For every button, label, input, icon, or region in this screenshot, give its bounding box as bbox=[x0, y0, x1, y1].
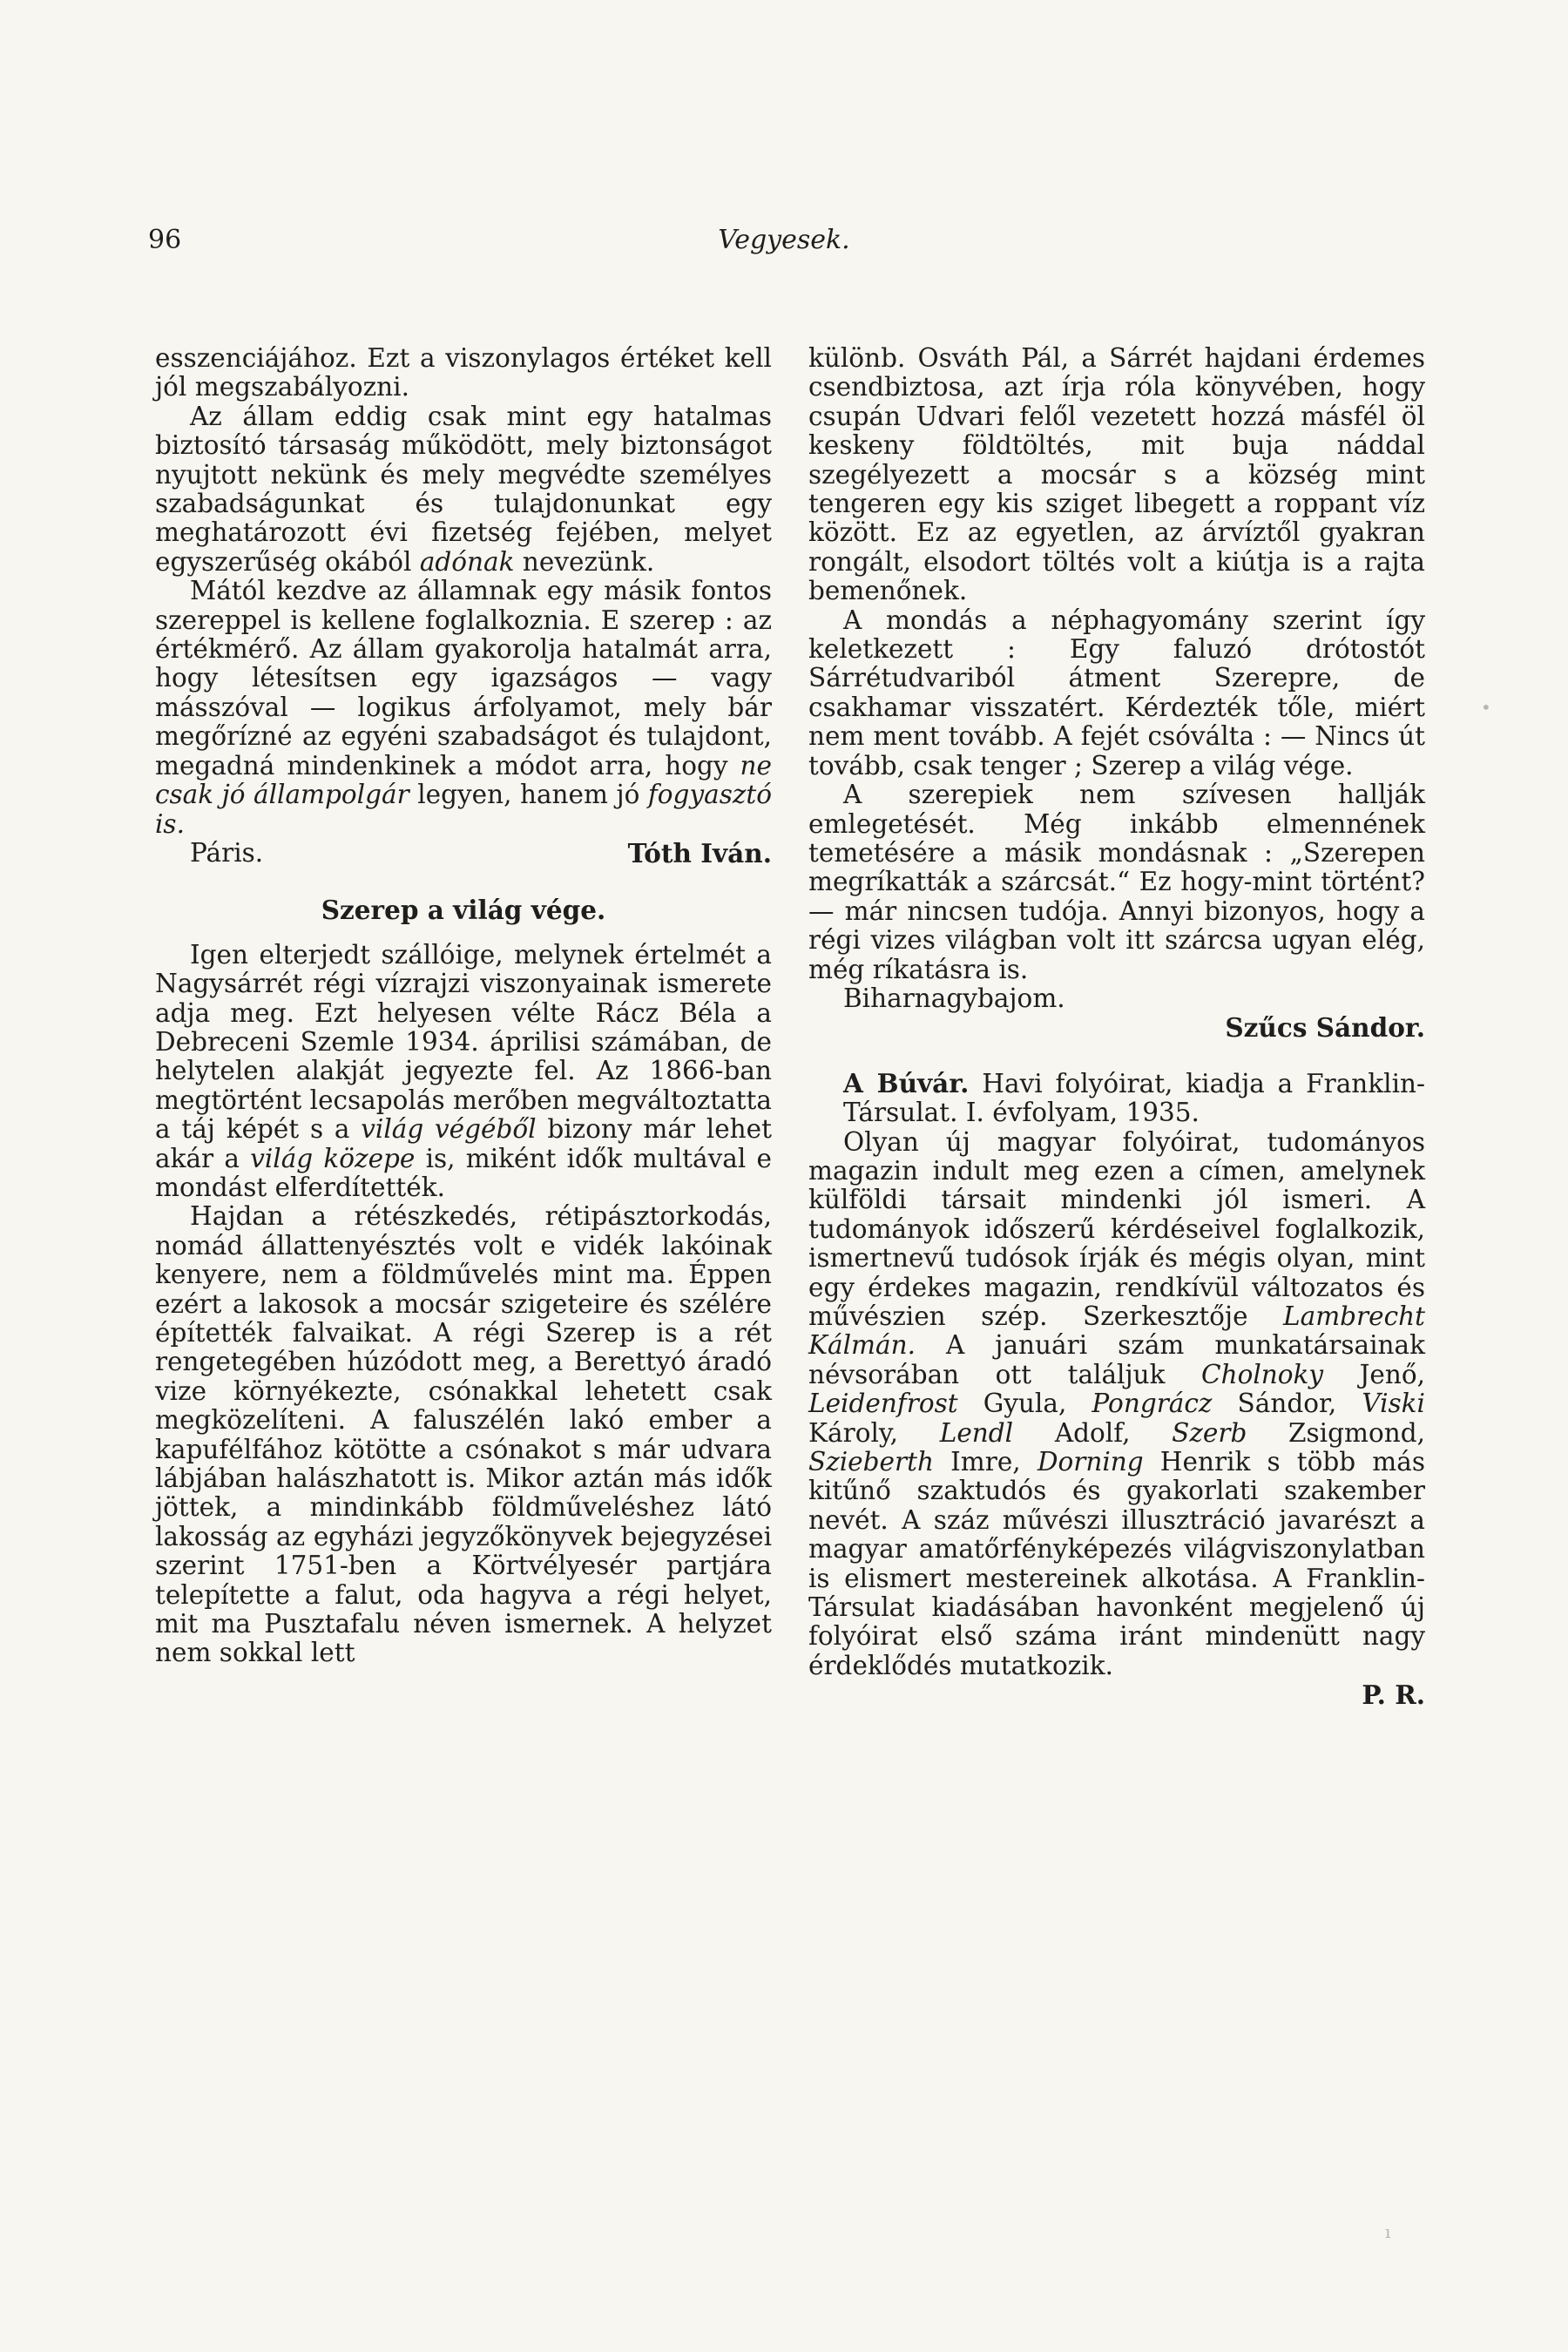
paper-speck: ı bbox=[1385, 2221, 1391, 2242]
signature-place: Biharnagybajom. bbox=[843, 983, 1065, 1013]
signature-author: P. R. bbox=[1362, 1680, 1425, 1711]
paragraph: Mától kezdve az államnak egy másik fontos szereppel is kellene foglalkoznia. E szerep : az értékmérő. Az állam gyakorolja hatalmát arra, hogy létesítsen egy igazságos — vagy másszóval — logikus árfolyamot, mely bár megőrízné az egyéni szabadságot és tulajdont, megadná mindenkinek a módot arra, hogy ne csak jó állampolgár legyen, hanem jó fogyasztó is. bbox=[155, 576, 772, 839]
section-title: Szerep a világ vége. bbox=[321, 895, 606, 926]
page-header bbox=[148, 225, 1420, 268]
paragraph: esszenciájához. Ezt a viszonylagos értéket kell jól megszabályozni. bbox=[155, 343, 772, 402]
signature-author: Tóth Iván. bbox=[627, 837, 772, 868]
signature-place: Páris. bbox=[190, 837, 264, 868]
left-column bbox=[155, 344, 772, 1668]
paragraph: Hajdan a rétészkedés, rétipásztorkodás, nomád állattenyésztés volt e vidék lakóinak kenyere, nem a földművelés mint ma. Éppen ezért a lakosok a mocsár szigeteire és szélére építették falvaikat. A régi Szerep is a rét rengetegében húzódott meg, a Berettyó áradó vize környékezte, csónakkal lehetett csak megközelíteni. A faluszélén lakó ember a kapufélfához kötötte a csónakot s már udvara lábjában halászhatott is. Mikor aztán más idők jöttek, a mindinkább földműveléshez látó lakosság az egyházi jegyzőkönyvek bejegyzései szerint 1751-ben a Körtvélyesér partjára telepítette a falut, oda hagyva a régi helyet, mit ma Pusztafalu néven ismernek. A helyzet nem sokkal lett bbox=[155, 1201, 772, 1668]
page-number: 96 bbox=[148, 225, 182, 255]
paragraph: különb. Osváth Pál, a Sárrét hajdani érdemes csendbiztosa, azt írja róla könyvében, hogy csupán Udvari felől vezetett hozzá másfél öl keskeny földtöltés, mit buja náddal szegélyezett a mocsár s a község mint tengeren egy kis sziget libegett a roppant víz között. Ez az egyetlen, az árvíztől gyakran rongált, elsodort töltés volt a kiútja is a rajta bemenőnek. bbox=[808, 343, 1425, 606]
paragraph: Az állam eddig csak mint egy hatalmas biztosító társaság működött, mely biztonságot nyujtott nekünk és mely megvédte személyes szabadságunkat és tulajdonunkat egy meghatározott évi fizetség fejében, melyet egyszerűség okából adónak nevezünk. bbox=[155, 401, 772, 577]
signature-line bbox=[155, 839, 772, 868]
paragraph: A mondás a néphagyomány szerint így keletkezett : Egy faluzó drótostót Sárrétudvariból átment Szerepre, de csakhamar visszatért. Kérdezték tőle, miért nem ment tovább. A fejét csóválta : — Nincs út tovább, csak tenger ; Szerep a világ vége. bbox=[808, 605, 1425, 781]
paragraph: Olyan új magyar folyóirat, tudományos magazin indult meg ezen a címen, amelynek külföldi társait mindenki jól ismeri. A tudományok időszerű kérdéseivel foglalkozik, ismertnevű tudósok írják és mégis olyan, mint egy érdekes magazin, rendkívül változatos és művészien szép. Szerkesztője Lambrecht Kálmán. A januári szám munkatársainak névsorában ott találjuk Cholnoky Jenő, Leidenfrost Gyula, Pongrácz Sándor, Viski Károly, Lendl Adolf, Szerb Zsigmond, Szieberth Imre, Dorning Henrik s több más kitűnő szaktudós és gyakorlati szakember nevét. A száz művészi illusztráció javarészt a magyar amatőrfényképezés világviszonylatban is elismert mestereinek alkotása. A Franklin-Társulat kiadásában havonként megjelenő új folyóirat első száma iránt mindenütt nagy érdeklődés mutatkozik. bbox=[808, 1126, 1425, 1680]
paper-speck: • bbox=[1481, 697, 1491, 718]
paragraph: A szerepiek nem szívesen hallják emlegetését. Még inkább elmennének temetésére a másik mondásnak : „Szerepen megríkatták a szárcsát.“ Ez hogy-mint történt? — már nincsen tudója. Annyi bizonyos, hogy a régi vizes világban volt itt szárcsa ugyan elég, még ríkatásra is. bbox=[808, 780, 1425, 984]
running-title: Vegyesek. bbox=[718, 225, 850, 255]
review-heading: A Búvár. Havi folyóirat, kiadja a Franklin-Társulat. I. évfolyam, 1935. bbox=[843, 1067, 1425, 1128]
right-column bbox=[808, 344, 1425, 1710]
signature-author: Szűcs Sándor. bbox=[1225, 1012, 1425, 1044]
paragraph: Igen elterjedt szállóige, melynek értelmét a Nagysárrét régi vízrajzi viszonyainak ismerete adja meg. Ezt helyesen vélte Rácz Béla a Debreceni Szemle 1934. áprilisi számában, de helytelen alakját jegyezte fel. Az 1866-ban megtörtént lecsapolás merőben megváltoztatta a táj képét s a világ végéből bizony már lehet akár a világ közepe is, miként idők multával e mondást elferdítették. bbox=[155, 939, 772, 1202]
review-title: A Búvár. bbox=[843, 1067, 970, 1098]
